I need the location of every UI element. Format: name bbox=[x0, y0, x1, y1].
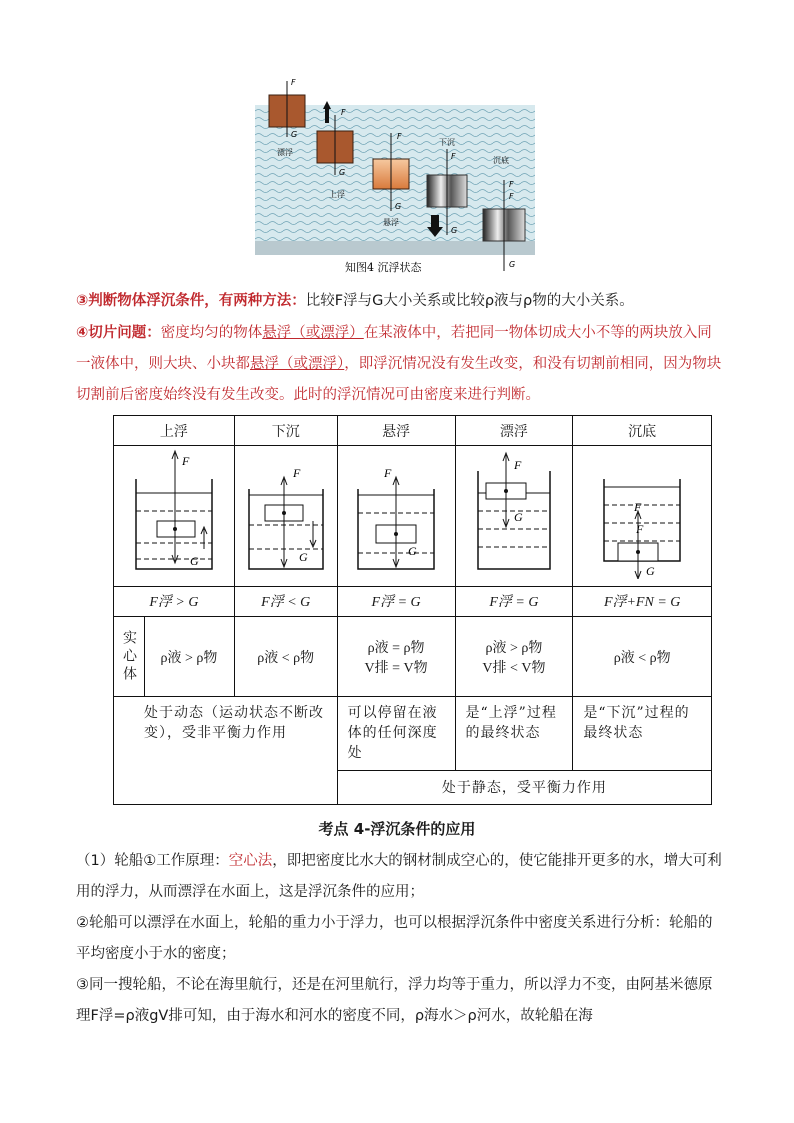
header-row bbox=[114, 416, 712, 446]
header-cell: 上浮 bbox=[114, 416, 235, 446]
para4-u2: 悬浮（或漂浮） bbox=[250, 356, 345, 372]
density-cell-rise bbox=[114, 617, 235, 697]
beaker-sink-diagram bbox=[241, 449, 331, 579]
svg-text:F: F bbox=[451, 152, 456, 161]
para4-text1: 密度均匀的物体 bbox=[160, 325, 263, 341]
note-static: 处于静态，受平衡力作用 bbox=[337, 770, 711, 804]
diagram-cell-suspend bbox=[337, 446, 455, 587]
app-p1-text: ，即把密度比水大的钢材制成空心的，使它能排开更多的水，增大可利用的浮力，从而漂浮在水面上，这是浮沉条件的应用； bbox=[76, 853, 722, 900]
header-cell: 沉底 bbox=[573, 416, 712, 446]
svg-text:G: G bbox=[509, 260, 516, 269]
svg-text:沉底: 沉底 bbox=[493, 156, 509, 165]
svg-text:F: F bbox=[509, 192, 514, 201]
density-relation: ρ液 < ρ物 bbox=[573, 617, 712, 697]
svg-text:F: F bbox=[292, 466, 301, 480]
svg-text:G: G bbox=[646, 564, 655, 578]
section-title: 考点 4-浮沉条件的应用 bbox=[318, 820, 476, 838]
svg-text:上浮: 上浮 bbox=[329, 190, 345, 199]
diagram-row bbox=[114, 446, 712, 587]
note-suspend: 可以停留在液体的任何深度处 bbox=[337, 697, 455, 770]
force-relation: F浮 > G bbox=[114, 586, 235, 616]
svg-text:F: F bbox=[341, 108, 346, 117]
density-relation: ρ液 > ρ物 bbox=[485, 640, 543, 656]
svg-text:G: G bbox=[298, 550, 308, 564]
label-piaofu: 漂浮 bbox=[277, 148, 293, 157]
force-relation: F浮 = G bbox=[455, 586, 573, 616]
force-relation: F浮+FN = G bbox=[573, 586, 712, 616]
para3-lead: ③判断物体浮沉条件，有两种方法： bbox=[76, 293, 306, 309]
svg-text:F: F bbox=[509, 180, 514, 189]
svg-text:G: G bbox=[513, 510, 523, 524]
app-p1-lead: （1）轮船①工作原理： bbox=[76, 853, 229, 869]
header-cell: 下沉 bbox=[234, 416, 337, 446]
para-slicing bbox=[76, 318, 726, 411]
density-relation: ρ液 = ρ物 bbox=[367, 640, 425, 656]
svg-text:F: F bbox=[181, 454, 190, 468]
svg-text:G: G bbox=[291, 130, 298, 139]
para3-text: 比较F浮与G大小关系或比较ρ液与ρ物的大小关系。 bbox=[305, 293, 634, 309]
diagram-cell-float bbox=[455, 446, 573, 587]
svg-text:F: F bbox=[397, 132, 402, 141]
header-cell: 漂浮 bbox=[455, 416, 573, 446]
app-para-2: ②轮船可以漂浮在水面上，轮船的重力小于浮力，也可以根据浮沉条件中密度关系进行分析：轮船的平均密度小于水的密度； bbox=[76, 915, 713, 962]
note-sink: 是“下沉”过程的最终状态 bbox=[573, 697, 712, 770]
header-cell: 悬浮 bbox=[337, 416, 455, 446]
sink-float-figure bbox=[255, 75, 537, 280]
beaker-bottom-diagram bbox=[592, 449, 692, 579]
force-relation: F浮 = G bbox=[337, 586, 455, 616]
density-relation: ρ液 < ρ物 bbox=[234, 617, 337, 697]
para-judge-conditions bbox=[76, 286, 726, 317]
notes-row bbox=[114, 697, 712, 770]
density-cell-float bbox=[455, 617, 573, 697]
density-row bbox=[114, 617, 712, 697]
svg-text:G: G bbox=[189, 554, 199, 568]
svg-text:F: F bbox=[513, 458, 522, 472]
force-relation: F浮 < G bbox=[234, 586, 337, 616]
svg-text:F: F bbox=[384, 466, 392, 480]
diagram-cell-rise bbox=[114, 446, 235, 587]
volume-relation: V排 = V物 bbox=[364, 660, 428, 676]
para4-text2: 在某液体中，若把同一物体切成大小不等的两块放入同一液体中，则大块、小块都 bbox=[76, 325, 712, 372]
container-bottom bbox=[255, 241, 535, 255]
svg-text:下沉: 下沉 bbox=[439, 138, 455, 147]
density-cell-suspend bbox=[337, 617, 455, 697]
svg-text:F: F bbox=[291, 78, 296, 87]
diagram-cell-bottom bbox=[573, 446, 712, 587]
figure-caption: 知图4 沉浮状态 bbox=[345, 261, 422, 274]
svg-text:G: G bbox=[395, 202, 402, 211]
note-dynamic: 处于动态（运动状态不断改变），受非平衡力作用 bbox=[114, 697, 338, 805]
svg-text:G: G bbox=[451, 226, 458, 235]
svg-text:F: F bbox=[636, 522, 644, 536]
diagram-cell-sink bbox=[234, 446, 337, 587]
svg-text:F: F bbox=[634, 500, 642, 514]
sink-float-table bbox=[113, 415, 712, 805]
beaker-suspend-diagram bbox=[346, 449, 446, 579]
solid-body-label: 实心体 bbox=[114, 617, 145, 696]
beaker-rise-diagram bbox=[124, 449, 224, 579]
para4-u1: 悬浮（或漂浮） bbox=[262, 325, 364, 341]
svg-text:悬浮: 悬浮 bbox=[383, 218, 399, 227]
note-float: 是“上浮”过程的最终状态 bbox=[455, 697, 573, 770]
para4-lead: ④切片问题： bbox=[76, 325, 161, 341]
force-row bbox=[114, 586, 712, 616]
volume-relation: V排 < V物 bbox=[482, 660, 546, 676]
app-p1-red: 空心法 bbox=[228, 853, 273, 869]
svg-text:G: G bbox=[339, 168, 346, 177]
para4-text3: ，即浮沉情况没有发生改变，和没有切割前相同，因为物块切割前后密度始终没有发生改变。此时的浮沉情况可由密度来进行判断。 bbox=[76, 356, 722, 403]
app-para-1 bbox=[76, 846, 726, 908]
svg-text:G: G bbox=[408, 544, 417, 558]
density-relation: ρ液 > ρ物 bbox=[160, 650, 218, 666]
app-para-3: ③同一搜轮船，不论在海里航行，还是在河里航行，浮力均等于重力，所以浮力不变，由阿基米德原理F浮=ρ液gV排可知，由于海水和河水的密度不同，ρ海水＞ρ河水，故轮船在海 bbox=[76, 977, 713, 1024]
beaker-float-diagram bbox=[464, 449, 564, 579]
